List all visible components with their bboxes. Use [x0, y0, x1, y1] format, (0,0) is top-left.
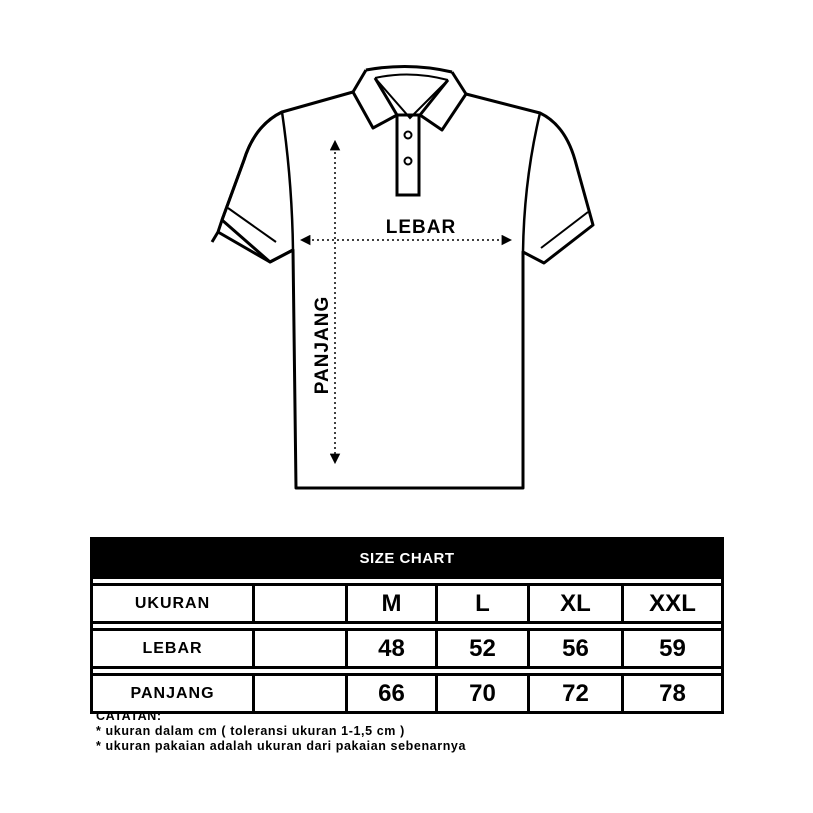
empty-cell	[254, 630, 347, 668]
table-row-panjang	[92, 675, 723, 713]
right-sleeve-cuff	[541, 212, 588, 248]
size-xl: XL	[529, 585, 623, 623]
button-1	[405, 132, 412, 139]
notes-heading: CATATAN:	[96, 709, 162, 723]
table-row-lebar	[92, 630, 723, 668]
size-m: M	[347, 585, 437, 623]
left-armhole-seam	[282, 112, 293, 250]
right-armhole-seam	[523, 113, 540, 252]
row-label-panjang: PANJANG	[92, 675, 254, 713]
panjang-m: 66	[347, 675, 437, 713]
lebar-xl: 56	[529, 630, 623, 668]
collar-band	[375, 74, 448, 80]
shirt-outline	[212, 92, 593, 488]
size-l: L	[437, 585, 529, 623]
note-line-2: * ukuran pakaian adalah ukuran dari pakaian sebenarnya	[96, 739, 467, 753]
collar-back	[366, 66, 452, 72]
row-label-lebar: LEBAR	[92, 630, 254, 668]
header-label-ukuran: UKURAN	[92, 585, 254, 623]
size-chart-title: SIZE CHART	[92, 539, 723, 578]
panjang-l: 70	[437, 675, 529, 713]
lebar-xxl: 59	[623, 630, 723, 668]
lebar-m: 48	[347, 630, 437, 668]
length-label: PANJANG	[312, 295, 333, 395]
empty-cell	[254, 585, 347, 623]
panjang-xl: 72	[529, 675, 623, 713]
empty-cell	[254, 675, 347, 713]
size-xxl: XXL	[623, 585, 723, 623]
panjang-xxl: 78	[623, 675, 723, 713]
notes	[96, 709, 466, 754]
table-row-sizes	[92, 585, 723, 623]
size-chart-table	[90, 537, 724, 714]
button-2	[405, 158, 412, 165]
lebar-l: 52	[437, 630, 529, 668]
note-line-1: * ukuran dalam cm ( toleransi ukuran 1-1,5 cm )	[96, 724, 405, 738]
placket	[397, 115, 419, 195]
width-label: LEBAR	[385, 217, 457, 238]
left-sleeve-cuff	[228, 208, 276, 242]
